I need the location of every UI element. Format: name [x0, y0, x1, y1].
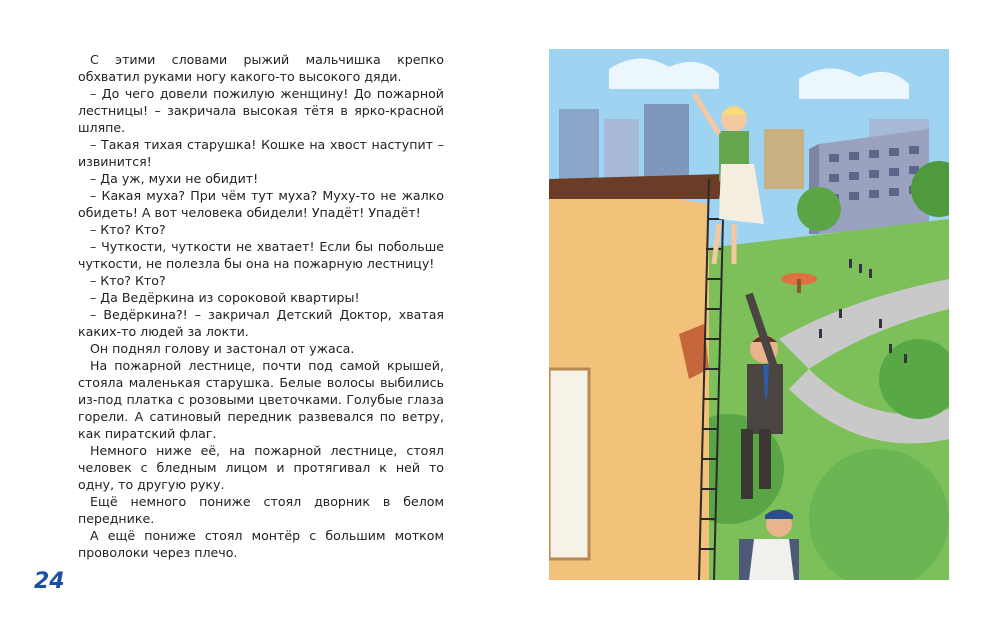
paragraph: – До чего довели пожилую женщину! До пожарной лестницы! – закричала высокая тётя в ярко-красной шляпе. — [78, 86, 444, 135]
paragraph: Он поднял голову и застонал от ужаса. — [90, 341, 355, 356]
fire-escape-illustration — [549, 49, 949, 580]
paragraph: – Такая тихая старушка! Кошке на хвост наступит – извинится! — [78, 137, 444, 169]
page-number: 24 — [34, 569, 65, 594]
paragraph: – Да Ведёркина из сороковой квартиры! — [90, 290, 360, 305]
tree — [797, 187, 841, 231]
paragraph: На пожарной лестнице, почти под самой крышей, стояла маленькая старушка. Белые волосы выбились из-под платка с розовыми цветочками. Голубые глаза горели. А сатиновый передник развевался по ветру, как пиратский флаг. — [78, 358, 444, 441]
paragraph: С этими словами рыжий мальчишка крепко обхватил руками ногу какого-то высокого дяди. — [78, 52, 444, 84]
paragraph: – Какая муха? При чём тут муха? Муху-то не жалко обидеть! А вот человека обидели! Упадёт! Упадёт! — [78, 188, 444, 220]
paragraph: – Чуткости, чуткости не хватает! Если бы побольше чуткости, не полезла бы она на пожарную лестницу! — [78, 239, 444, 271]
paragraph: Немного ниже её, на пожарной лестнице, стоял человек с бледным лицом и протягивал к ней то одну, то другую руку. — [78, 443, 444, 492]
paragraph: А ещё пониже стоял монтёр с большим мотком проволоки через плечо. — [78, 528, 444, 560]
paragraph: – Ведёркина?! – закричал Детский Доктор, хватая каких-то людей за локти. — [78, 307, 444, 339]
window — [549, 369, 589, 559]
story-text — [78, 51, 444, 561]
paragraph: – Кто? Кто? — [90, 273, 166, 288]
paragraph: – Да уж, мухи не обидит! — [90, 171, 259, 186]
paragraph: – Кто? Кто? — [90, 222, 166, 237]
paragraph: Ещё немного пониже стоял дворник в белом переднике. — [78, 494, 444, 526]
